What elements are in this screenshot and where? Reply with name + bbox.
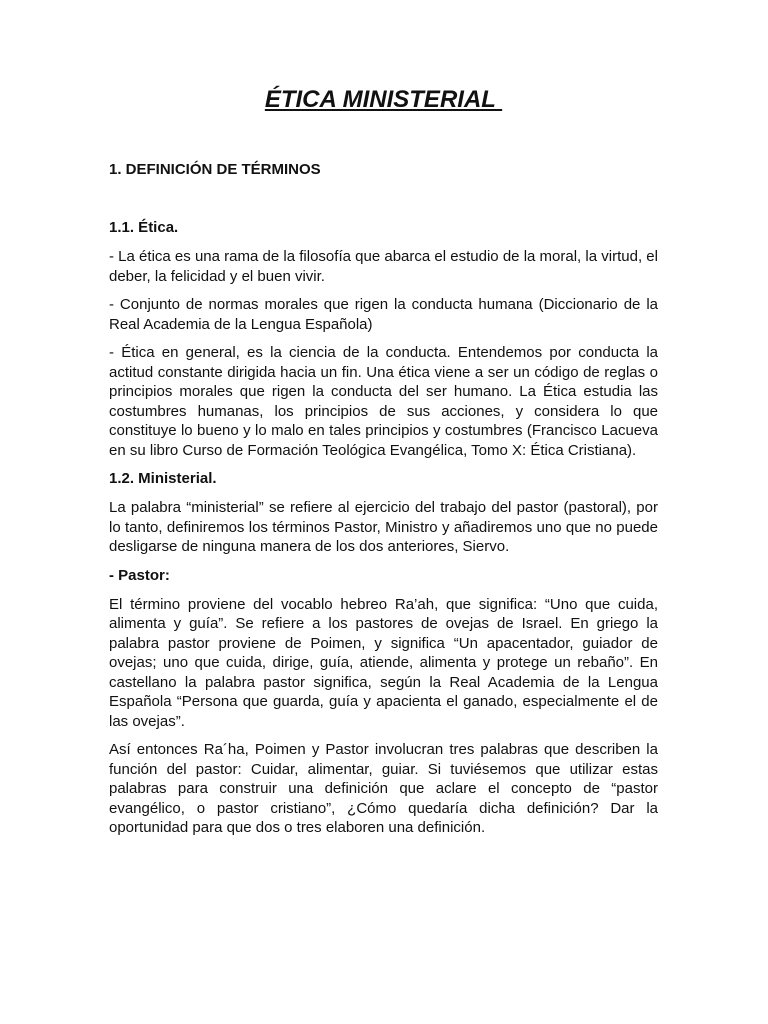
pastor-paragraph-2: Así entonces Ra´ha, Poimen y Pastor involucran tres palabras que describen la función del pastor: Cuidar, alimentar, guiar. Si tuviésemos que utilizar estas palabras para construir una definición que aclare el concepto de “pastor evangélico, o pastor cristiano”, ¿Cómo quedaría dicha definición? Dar la oportunidad para que dos o tres elaboren una definición.	[109, 741, 658, 836]
pastor-heading: - Pastor:	[109, 566, 170, 584]
document-page	[109, 84, 658, 847]
pastor-paragraph-1: El término proviene del vocablo hebreo Ra’ah, que significa: “Uno que cuida, alimenta y guía”. Se refiere a los pastores de ovejas de Israel. En griego la palabra pastor proviene de Poimen, y significa “Un apacentador, guiador de ovejas; uno que cuida, dirige, guía, atiende, alimenta y protege un rebaño”. En castellano la palabra pastor significa, según la Real Academia de la Lengua Española “Persona que guarda, guía y apacienta el ganado, especialmente el de las ovejas”.	[109, 595, 658, 730]
etica-paragraph-1: - La ética es una rama de la filosofía que abarca el estudio de la moral, la virtud, el deber, la felicidad y el buen vivir.	[109, 248, 658, 285]
subsection-heading-ministerial: 1.2. Ministerial.	[109, 470, 217, 487]
subsection-heading-etica: 1.1. Ética.	[109, 219, 179, 236]
etica-paragraph-3: - Ética en general, es la ciencia de la conducta. Entendemos por conducta la actitud constante dirigida hacia un fin. Una ética viene a ser un código de reglas o principios morales que rigen la conducta del ser humano. La Ética estudia las costumbres humanas, los principios de sus acciones, y considera lo que constituye lo bueno y lo malo en tales principios y costumbres (Francisco Lacueva en su libro Curso de Formación Teológica Evangélica, Tomo X: Ética Cristiana).	[109, 344, 658, 459]
document-title: ÉTICA MINISTERIAL	[264, 86, 503, 113]
ministerial-paragraph: La palabra “ministerial” se refiere al ejercicio del trabajo del pastor (pastoral), por lo tanto, definiremos los términos Pastor, Ministro y añadiremos uno que no puede desligarse de ninguna manera de los dos anteriores, Siervo.	[109, 499, 658, 555]
section-heading-definicion: 1. DEFINICIÓN DE TÉRMINOS	[109, 161, 321, 178]
etica-paragraph-2: - Conjunto de normas morales que rigen la conducta humana (Diccionario de la Real Academia de la Lengua Española)	[109, 296, 658, 333]
